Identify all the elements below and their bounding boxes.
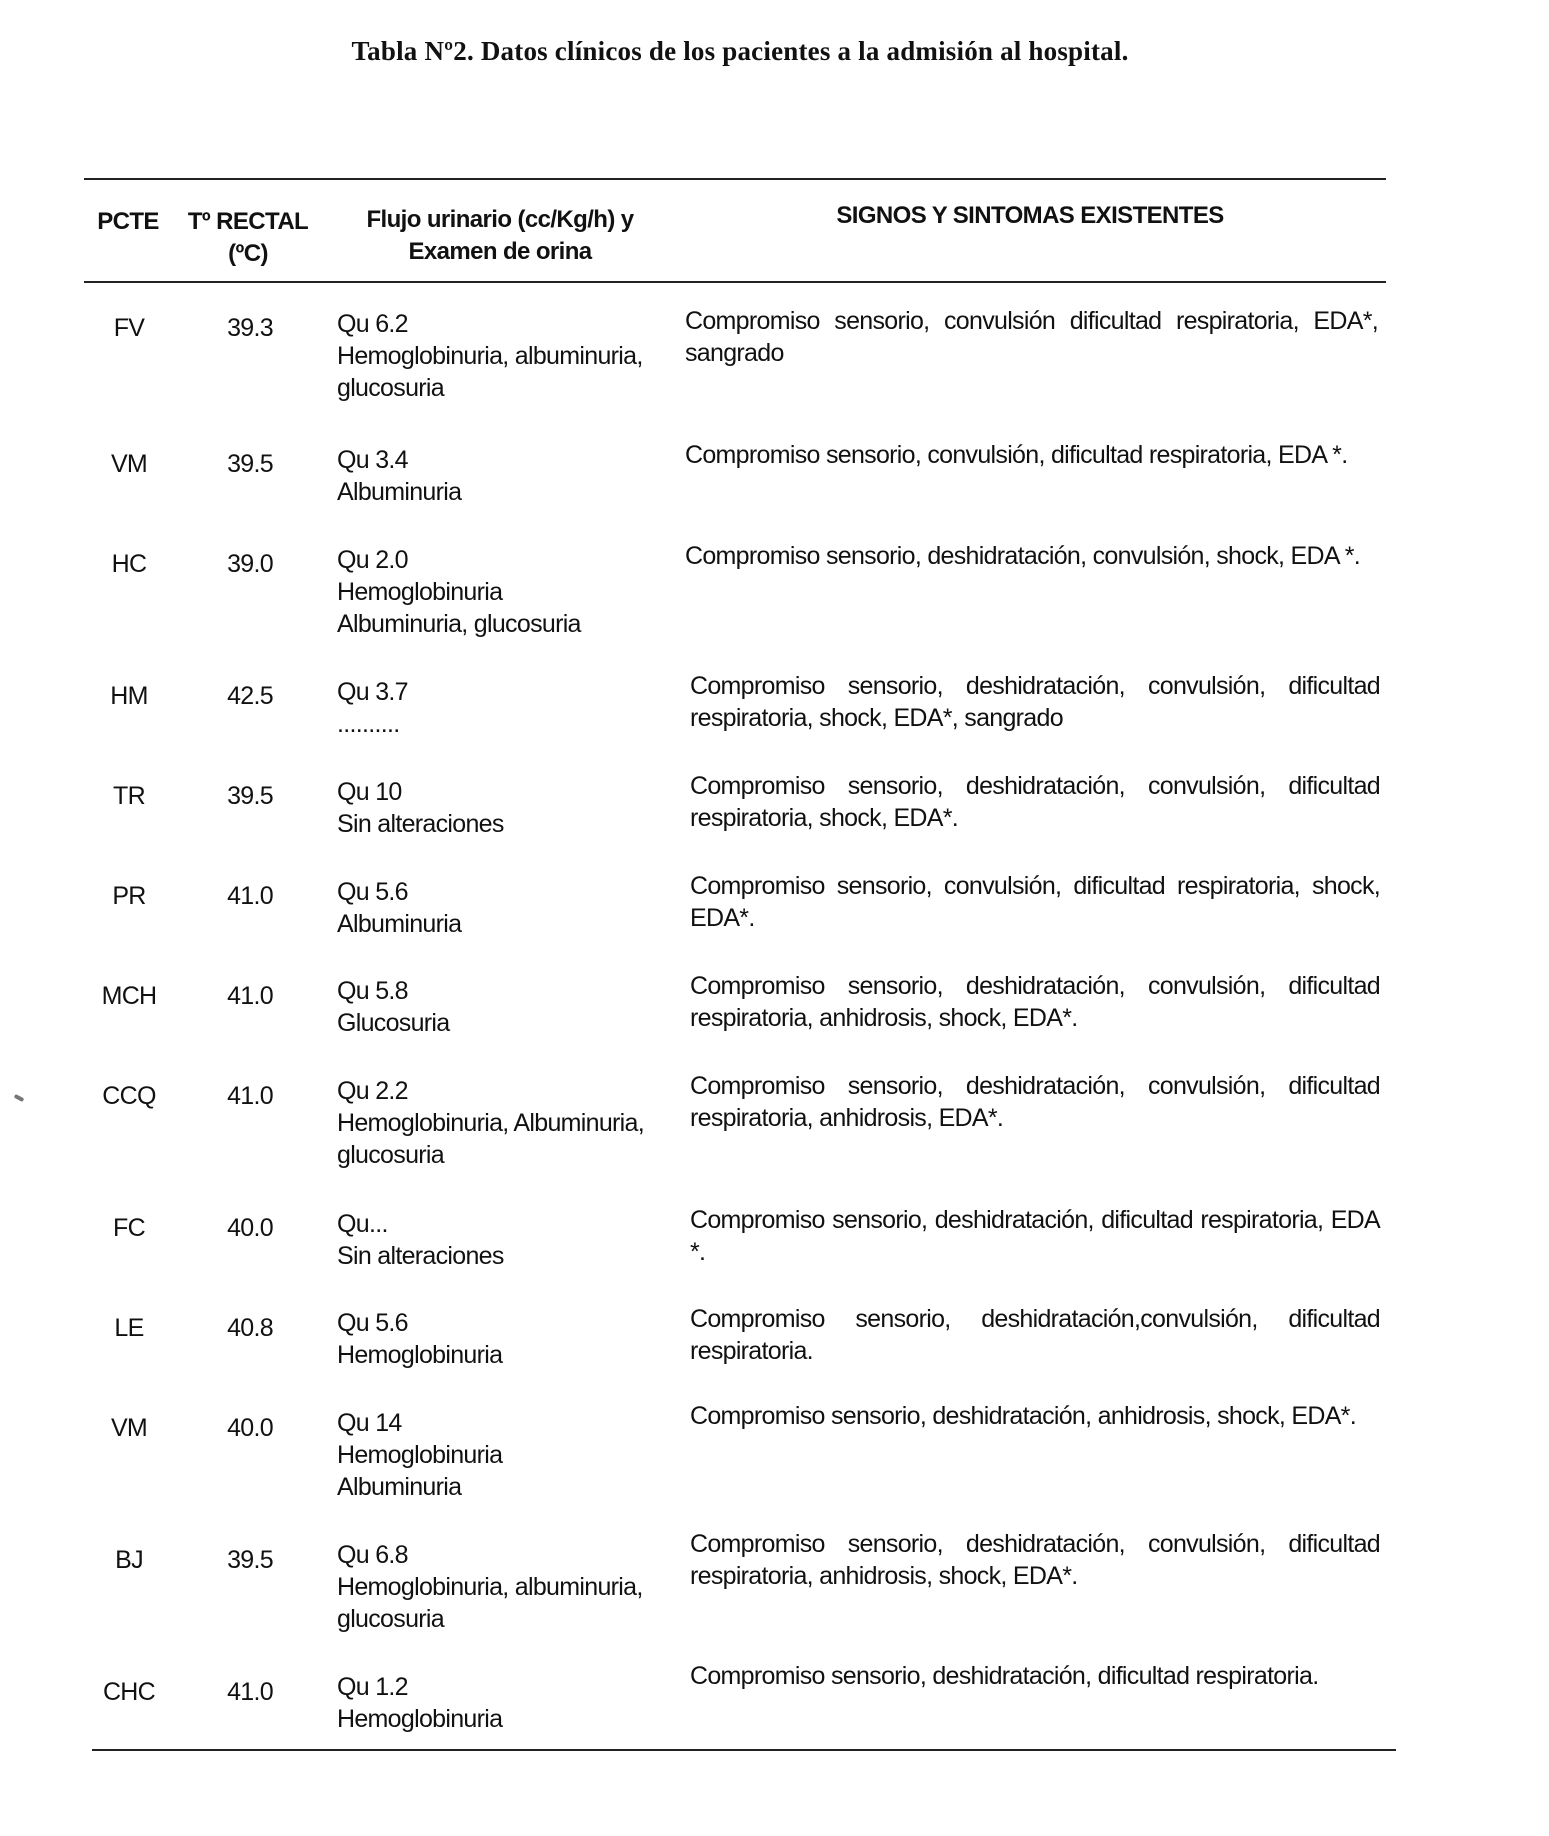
scan-speck — [14, 1094, 25, 1102]
signs-symptoms: Compromiso sensorio, deshidratación, convulsión, dificultad respiratoria, anhidrosis, shock, EDA*. — [690, 972, 1380, 1032]
urinary-flow-line: Albuminuria — [337, 1473, 462, 1501]
patient-code: MCH — [101, 982, 157, 1010]
urinary-flow-line: Albuminuria — [337, 478, 462, 506]
urinary-flow-exam — [337, 1075, 647, 1171]
table-bottom-rule — [92, 1749, 1396, 1751]
urinary-flow-exam — [337, 1307, 647, 1371]
urinary-flow-line: Sin alteraciones — [337, 810, 504, 838]
urinary-flow-line: Qu 3.4 — [337, 446, 408, 474]
signs-symptoms: Compromiso sensorio, deshidratación, convulsión, dificultad respiratoria, shock, EDA*, sangrado — [690, 672, 1380, 732]
signs-symptoms: Compromiso sensorio, deshidratación, dificultad respiratoria. — [690, 1662, 1319, 1690]
patient-code: VM — [110, 450, 148, 478]
rectal-temperature: 42.5 — [227, 682, 273, 710]
patient-code: FV — [113, 314, 145, 342]
urinary-flow-line: Qu 5.6 — [337, 1309, 408, 1337]
urinary-flow-line: Albuminuria, glucosuria — [337, 610, 581, 638]
urinary-flow-line: Hemoglobinuria — [337, 578, 503, 606]
urinary-flow-exam — [337, 1539, 647, 1635]
rectal-temperature: 39.0 — [227, 550, 273, 578]
rectal-temperature: 41.0 — [227, 1678, 273, 1706]
header-urinary-flow-line2: Examen de orina — [408, 238, 592, 265]
rectal-temperature: 41.0 — [227, 882, 273, 910]
urinary-flow-line: glucosuria — [337, 1141, 444, 1169]
signs-symptoms: Compromiso sensorio, deshidratación, anhidrosis, shock, EDA*. — [690, 1402, 1356, 1430]
signs-symptoms: Compromiso sensorio, deshidratación,convulsión, dificultad respiratoria. — [690, 1305, 1380, 1365]
patient-code: PR — [112, 882, 146, 910]
rectal-temperature: 41.0 — [227, 982, 273, 1010]
signs-symptoms: Compromiso sensorio, convulsión, dificultad respiratoria, EDA *. — [685, 441, 1348, 469]
header-urinary-flow — [335, 204, 665, 268]
header-temperature-line2: (ºC) — [228, 240, 268, 267]
header-signs-symptoms: SIGNOS Y SINTOMAS EXISTENTES — [836, 202, 1224, 229]
urinary-flow-exam — [337, 1671, 647, 1735]
urinary-flow-line: Glucosuria — [337, 1009, 450, 1037]
urinary-flow-exam — [337, 876, 647, 940]
urinary-flow-line: glucosuria — [337, 374, 444, 402]
header-pcte: PCTE — [97, 208, 159, 235]
urinary-flow-exam — [337, 444, 647, 508]
urinary-flow-line: Qu 14 — [337, 1409, 402, 1437]
urinary-flow-line: Qu 5.8 — [337, 977, 408, 1005]
signs-symptoms: Compromiso sensorio, convulsión dificultad respiratoria, EDA*, sangrado — [685, 307, 1378, 367]
urinary-flow-line: Qu 3.7 — [337, 678, 408, 706]
header-urinary-flow-line1: Flujo urinario (cc/Kg/h) y — [366, 206, 634, 233]
urinary-flow-line: Qu 2.2 — [337, 1077, 408, 1105]
patient-code: CCQ — [102, 1082, 156, 1110]
rectal-temperature: 39.5 — [227, 1546, 273, 1574]
signs-symptoms: Compromiso sensorio, convulsión, dificultad respiratoria, shock, EDA*. — [690, 872, 1380, 932]
urinary-flow-line: Qu 2.0 — [337, 546, 408, 574]
urinary-flow-exam — [337, 1208, 647, 1272]
urinary-flow-line: Hemoglobinuria — [337, 1341, 503, 1369]
urinary-flow-line: glucosuria — [337, 1605, 444, 1633]
urinary-flow-line: .......... — [337, 710, 400, 738]
urinary-flow-line: Albuminuria — [337, 910, 462, 938]
header-temperature — [178, 206, 318, 270]
urinary-flow-line: Qu... — [337, 1210, 388, 1238]
urinary-flow-line: Hemoglobinuria — [337, 1441, 503, 1469]
rectal-temperature: 41.0 — [227, 1082, 273, 1110]
signs-symptoms: Compromiso sensorio, deshidratación, convulsión, dificultad respiratoria, shock, EDA*. — [690, 772, 1380, 832]
urinary-flow-line: Hemoglobinuria, albuminuria, — [337, 342, 643, 370]
urinary-flow-exam — [337, 975, 647, 1039]
urinary-flow-line: Qu 5.6 — [337, 878, 408, 906]
urinary-flow-exam — [337, 308, 647, 404]
rectal-temperature: 40.0 — [227, 1214, 273, 1242]
urinary-flow-exam — [337, 544, 647, 640]
table-header-rule — [84, 281, 1386, 283]
table-title: Tabla Nº2. Datos clínicos de los pacientes a la admisión al hospital. — [351, 36, 1129, 66]
urinary-flow-line: Hemoglobinuria, Albuminuria, — [337, 1109, 644, 1137]
signs-symptoms: Compromiso sensorio, deshidratación, dificultad respiratoria, EDA *. — [690, 1206, 1380, 1266]
urinary-flow-line: Qu 6.8 — [337, 1541, 408, 1569]
urinary-flow-line: Hemoglobinuria, albuminuria, — [337, 1573, 643, 1601]
patient-code: CHC — [102, 1678, 156, 1706]
patient-code: FC — [113, 1214, 145, 1242]
patient-code: BJ — [115, 1546, 143, 1574]
urinary-flow-exam — [337, 1407, 647, 1503]
urinary-flow-exam — [337, 776, 647, 840]
urinary-flow-line: Qu 10 — [337, 778, 402, 806]
signs-symptoms: Compromiso sensorio, deshidratación, convulsión, shock, EDA *. — [685, 542, 1360, 570]
rectal-temperature: 39.5 — [227, 450, 273, 478]
patient-code: LE — [114, 1314, 144, 1342]
signs-symptoms: Compromiso sensorio, deshidratación, convulsión, dificultad respiratoria, anhidrosis, EDA*. — [690, 1072, 1380, 1132]
table-top-rule — [84, 178, 1386, 180]
rectal-temperature: 39.5 — [227, 782, 273, 810]
patient-code: VM — [110, 1414, 148, 1442]
rectal-temperature: 40.0 — [227, 1414, 273, 1442]
urinary-flow-line: Qu 1.2 — [337, 1673, 408, 1701]
patient-code: TR — [113, 782, 145, 810]
urinary-flow-line: Hemoglobinuria — [337, 1705, 503, 1733]
patient-code: HC — [111, 550, 147, 578]
rectal-temperature: 39.3 — [227, 314, 273, 342]
urinary-flow-line: Sin alteraciones — [337, 1242, 504, 1270]
signs-symptoms: Compromiso sensorio, deshidratación, convulsión, dificultad respiratoria, anhidrosis, shock, EDA*. — [690, 1530, 1380, 1590]
urinary-flow-exam — [337, 676, 647, 740]
urinary-flow-line: Qu 6.2 — [337, 310, 408, 338]
patient-code: HM — [110, 682, 148, 710]
rectal-temperature: 40.8 — [227, 1314, 273, 1342]
header-temperature-line1: Tº RECTAL — [187, 208, 309, 235]
